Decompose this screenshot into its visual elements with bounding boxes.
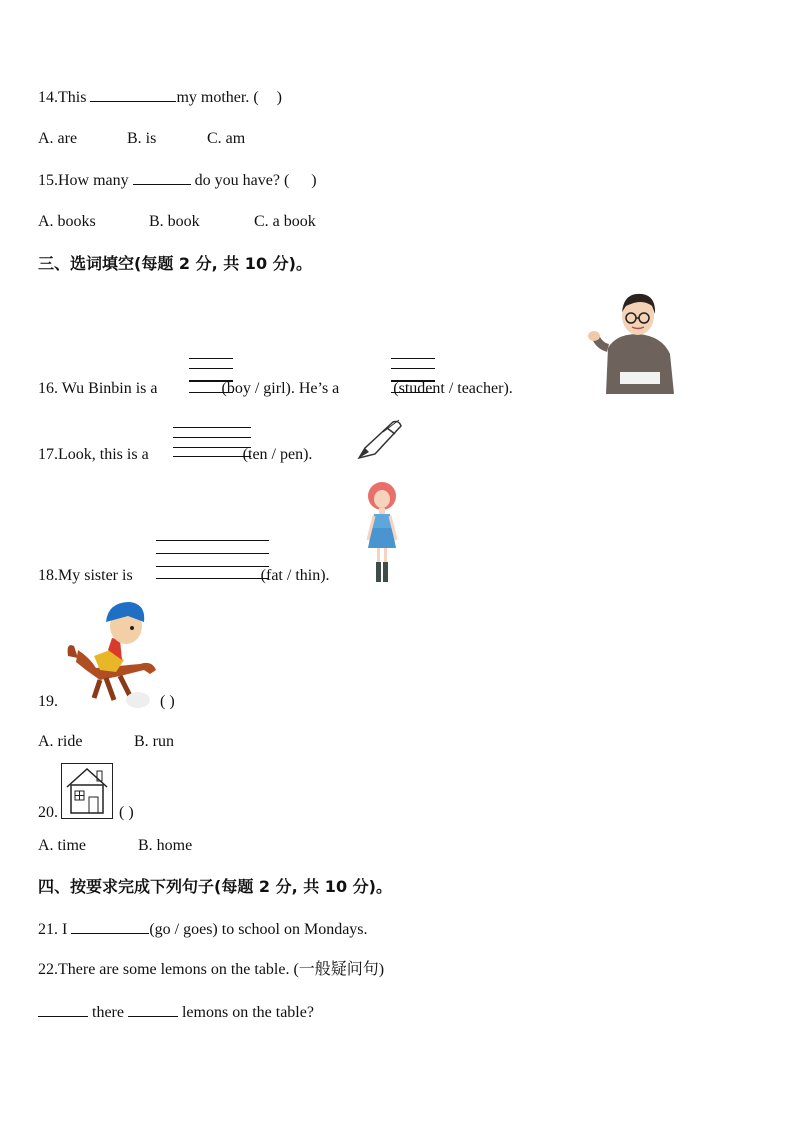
- q14-options: [38, 129, 245, 149]
- q16-choice-2: (student / teacher).: [393, 380, 513, 397]
- q22-text-mid: there: [88, 1004, 128, 1021]
- q22-text-post: lemons on the table?: [177, 1004, 314, 1021]
- q20-option-a[interactable]: A. time: [38, 837, 86, 854]
- q20-option-b[interactable]: B. home: [138, 837, 193, 854]
- q17-text-pre: 17.Look, this is a: [38, 446, 149, 463]
- girl-image: [364, 482, 400, 584]
- q14-option-b[interactable]: B. is: [127, 130, 157, 147]
- q16-text-pre: 16. Wu Binbin is a: [38, 380, 158, 397]
- q14-option-c[interactable]: C. am: [207, 130, 246, 147]
- question-15: [38, 170, 317, 191]
- q22-answer-line: [38, 1002, 314, 1023]
- question-18: [38, 566, 330, 586]
- q15-blank[interactable]: [133, 170, 191, 185]
- q19-option-b[interactable]: B. run: [134, 733, 174, 750]
- q14-blank[interactable]: [90, 87, 176, 102]
- question-21: [38, 919, 368, 940]
- question-16: [38, 379, 513, 399]
- q20-number: 20.: [38, 804, 58, 821]
- question-14: [38, 87, 282, 108]
- q19-answer-paren[interactable]: ( ): [160, 693, 175, 710]
- q14-text-pre: 14.This: [38, 89, 91, 106]
- q21-text-post: (go / goes) to school on Mondays.: [149, 921, 368, 938]
- q21-blank[interactable]: [71, 919, 149, 934]
- q14-option-a[interactable]: A. are: [38, 130, 78, 147]
- q19-option-a[interactable]: A. ride: [38, 733, 83, 750]
- q15-text-pre: 15.How many: [38, 172, 133, 189]
- q19-number: 19.: [38, 693, 58, 710]
- q15-options: [38, 212, 316, 232]
- boy-with-glasses-image: [586, 290, 676, 396]
- q18-choice: (fat / thin).: [260, 567, 330, 584]
- question-22: 22.There are some lemons on the table. (一般疑问句): [38, 961, 385, 978]
- q20-options: [38, 836, 192, 856]
- q15-option-a[interactable]: A. books: [38, 213, 96, 230]
- pen-image: [353, 418, 405, 462]
- q19-options: [38, 732, 174, 752]
- q15-option-c[interactable]: C. a book: [254, 213, 316, 230]
- q22-blank-1[interactable]: [38, 1002, 88, 1017]
- question-17: [38, 445, 312, 465]
- q17-choice: (ten / pen).: [242, 446, 313, 463]
- q14-text-post: my mother. (: [176, 89, 259, 106]
- q15-paren-close: ): [311, 172, 317, 189]
- q16-choice-1: (boy / girl). He’s a: [221, 380, 340, 397]
- q21-text-pre: 21. I: [38, 921, 72, 938]
- question-19: [38, 692, 175, 712]
- question-20: [38, 803, 134, 823]
- q15-text-post: do you have? (: [190, 172, 290, 189]
- q22-blank-2[interactable]: [128, 1002, 178, 1017]
- section-3-heading: 三、选词填空(每题 2 分, 共 10 分)。: [38, 254, 312, 273]
- section-4-heading: 四、按要求完成下列句子(每题 2 分, 共 10 分)。: [38, 877, 392, 896]
- q20-answer-paren[interactable]: ( ): [119, 804, 134, 821]
- q14-paren-close: ): [276, 89, 282, 106]
- q15-option-b[interactable]: B. book: [149, 213, 200, 230]
- q18-text-pre: 18.My sister is: [38, 567, 133, 584]
